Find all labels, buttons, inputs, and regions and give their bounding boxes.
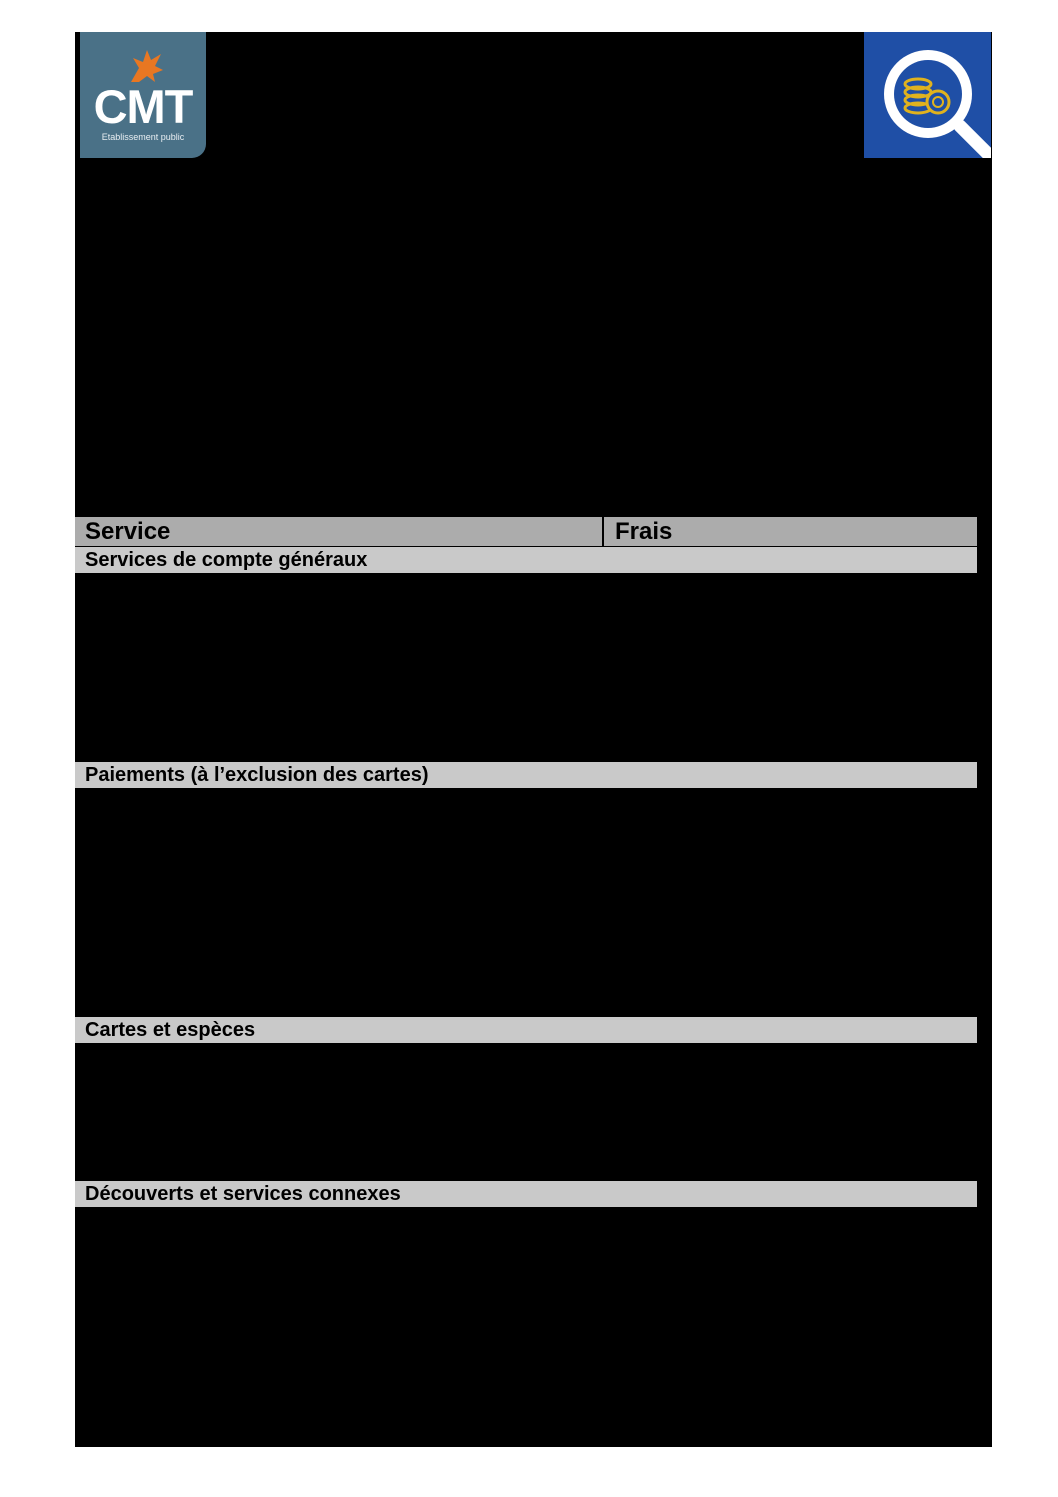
coins-magnifier-logo	[864, 32, 991, 158]
cmt-logo-subtitle: Etablissement public	[101, 132, 185, 142]
section-general-account-services: Services de compte généraux	[75, 547, 977, 573]
coins-magnifier-icon	[864, 32, 991, 158]
cmt-logo-text: CMT	[93, 80, 193, 133]
table-header-row	[75, 517, 977, 546]
redacted-document-body	[75, 32, 992, 1447]
fees-column-header: Frais	[615, 518, 673, 545]
section-cards-and-cash: Cartes et espèces	[75, 1017, 977, 1043]
service-column-header: Service	[75, 517, 604, 546]
section-payments: Paiements (à l’exclusion des cartes)	[75, 762, 977, 788]
section-overdrafts: Découverts et services connexes	[75, 1181, 977, 1207]
cmt-logo	[80, 32, 206, 158]
